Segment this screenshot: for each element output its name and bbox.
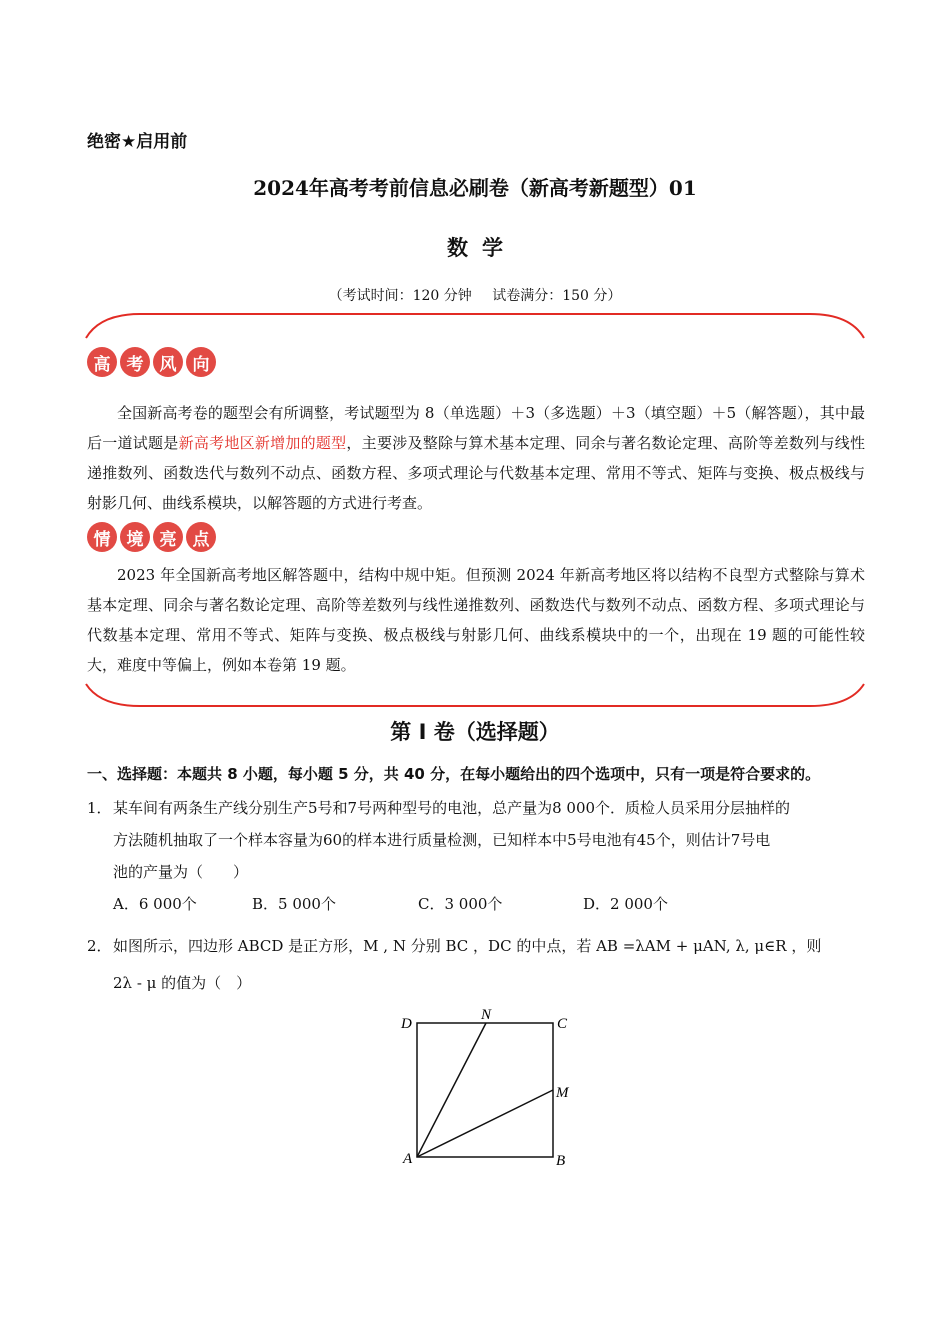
q1-option-a[interactable]: [113, 893, 197, 914]
exam-info: [0, 285, 950, 305]
trend-badge-char: 风: [153, 347, 183, 377]
label-a: A: [403, 1151, 413, 1167]
label-m: M: [556, 1085, 569, 1101]
frame-top-arc: [86, 314, 864, 338]
q2-line2: 2λ - μ 的值为（ ）: [113, 974, 252, 992]
label-c: C: [557, 1016, 568, 1032]
section-heading: 一、选择题：本题共 8 小题，每小题 5 分，共 40 分，在每小题给出的四个选项中，只有一项是符合要求的。: [87, 765, 821, 783]
exam-time: （考试时间：120 分钟: [328, 288, 472, 304]
label-d: D: [401, 1016, 412, 1032]
option-letter: D．: [583, 895, 611, 913]
square-abcd: [417, 1023, 553, 1157]
trend-text-highlight: 新高考地区新增加的题型: [178, 434, 347, 452]
trend-text-before: 全国新高考卷的题型会有所调整，考试题型为 8（单选题）＋3（多选题）＋3（填空题）＋5（解答题），其中最后一道试题是: [87, 404, 865, 452]
option-letter: B．: [252, 895, 279, 913]
trend-badge: [87, 347, 216, 377]
option-letter: C．: [418, 895, 445, 913]
option-text: 3 000个: [444, 895, 503, 913]
highlight-badge-char: 境: [120, 522, 150, 552]
trend-badge-char: 向: [186, 347, 216, 377]
trend-text-after: ，主要涉及整除与算术基本定理、同余与著名数论定理、高阶等差数列与线性递推数列、函数迭代与数列不动点、函数方程、多项式理论与代数基本定理、常用不等式、矩阵与变换、极点极线与射影几何、曲线系模块，以解答题的方式进行考查。: [87, 434, 865, 512]
highlight-badge: [87, 522, 216, 552]
highlight-paragraph: 2023 年全国新高考地区解答题中，结构中规中矩。但预测 2024 年新高考地区将以结构不良型方式整除与算术基本定理、同余与著名数论定理、高阶等差数列与线性递推数列、函数迭代与数列不动点、函数方程、多项式理论与代数基本定理、常用不等式、矩阵与变换、极点极线与射影几何、曲线系模块中的一个，出现在 19 题的可能性较大，难度中等偏上，例如本卷第 19 题。: [87, 566, 865, 674]
paper-title: 2024年高考考前信息必刷卷（新高考新题型）01: [253, 176, 697, 200]
q1-number: 1．: [87, 799, 112, 817]
q1-option-d[interactable]: [583, 893, 668, 914]
q1-line2: 方法随机抽取了一个样本容量为60的样本进行质量检测，已知样本中5号电池有45个，则估计7号电: [113, 831, 771, 849]
option-text: 5 000个: [278, 895, 336, 913]
q1-line1: 某车间有两条生产线分别生产5号和7号两种型号的电池，总产量为8 000个．质检人员采用分层抽样的: [113, 799, 791, 817]
label-b: B: [556, 1153, 566, 1169]
q2-line1: 如图所示，四边形 ABCD 是正方形，M , N 分别 BC ，DC 的中点，若 AB =λAM + μAN, λ, μ∈R ，则: [113, 937, 822, 955]
label-n: N: [481, 1007, 492, 1023]
segment-am: [417, 1090, 553, 1157]
full-score: 试卷满分：150 分）: [492, 288, 622, 304]
highlight-badge-char: 亮: [153, 522, 183, 552]
q2-number: 2．: [87, 937, 112, 955]
q1-option-b[interactable]: [252, 893, 336, 914]
q1-option-c[interactable]: [418, 893, 502, 914]
trend-badge-char: 考: [120, 347, 150, 377]
highlight-badge-char: 情: [87, 522, 117, 552]
option-text: 6 000个: [138, 895, 197, 913]
q2-figure: [395, 1003, 585, 1173]
option-letter: A．: [113, 895, 139, 913]
segment-an: [417, 1023, 486, 1157]
trend-badge-char: 高: [87, 347, 117, 377]
secret-label: 绝密★启用前: [87, 132, 188, 152]
part-title: 第 I 卷（选择题）: [390, 720, 560, 744]
q1-line3: 池的产量为（ ）: [113, 863, 249, 881]
highlight-badge-char: 点: [186, 522, 216, 552]
option-text: 2 000个: [610, 895, 668, 913]
subject-title: 数学: [447, 236, 517, 260]
trend-paragraph: [87, 398, 865, 518]
frame-bottom-arc: [86, 684, 864, 706]
